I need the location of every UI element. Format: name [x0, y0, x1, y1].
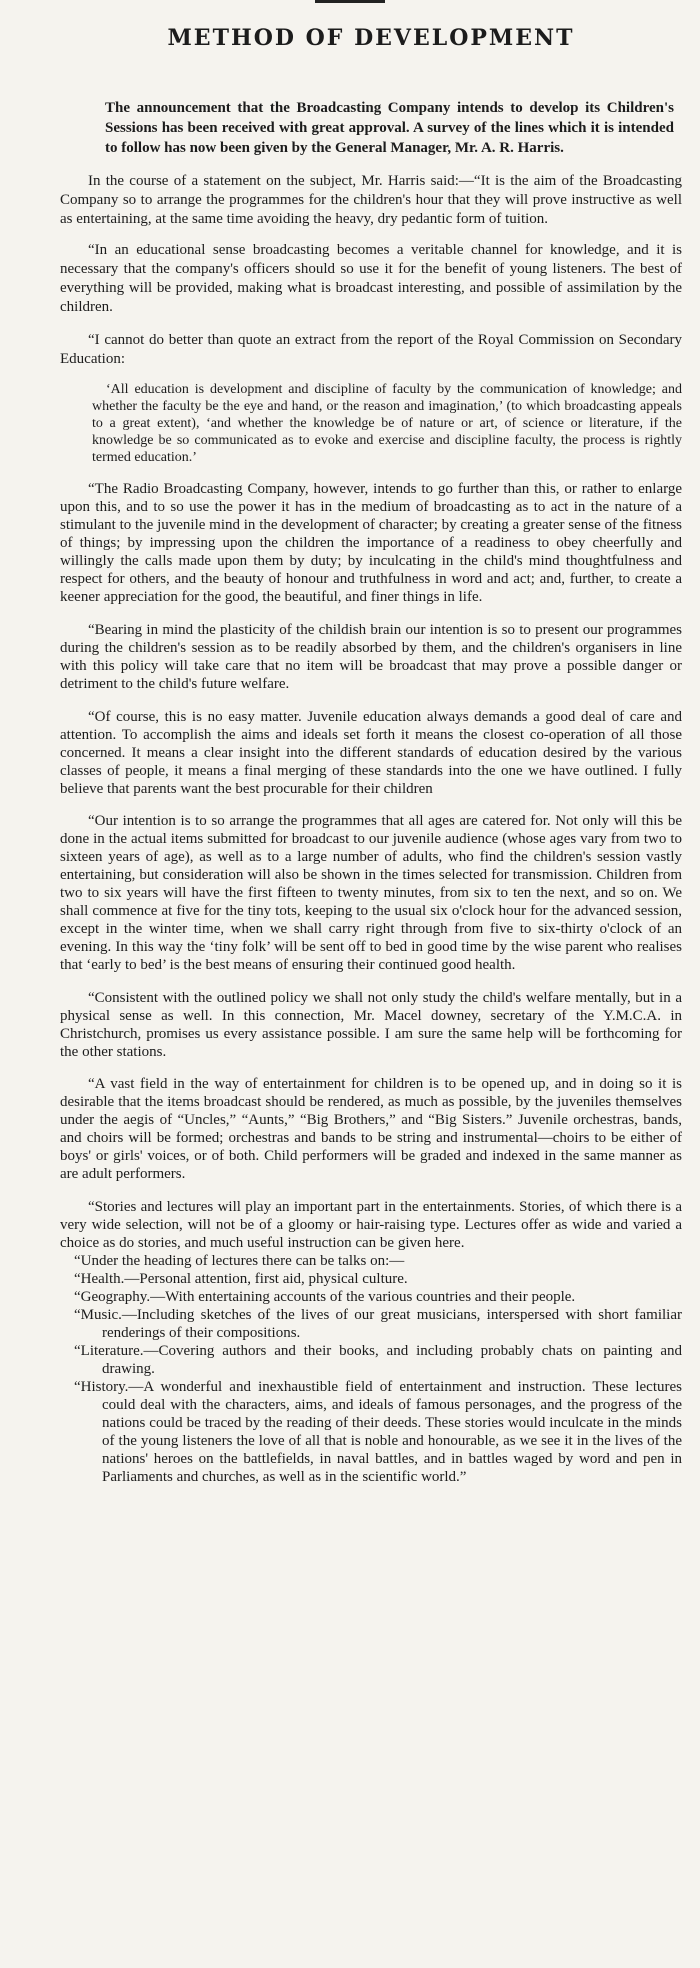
list-item: “Music.—Including sketches of the lives of our great musicians, interspersed with short familiar renderings of their compositions.	[74, 1307, 682, 1341]
paragraph: “Consistent with the outlined policy we shall not only study the child's welfare mentally, but in a physical sense as well. In this connection, Mr. Macel downey, secretary of the Y.M.C.A. in Christchurch, promises us every assistance possible. I am sure the same help will be forthcoming for the other stations.	[60, 990, 682, 1060]
article-lead: The announcement that the Broadcasting Company intends to develop its Children's Sessions has been received with great approval. A survey of the lines which it is intended to follow has now been given by the General Manager, Mr. A. R. Harris.	[105, 100, 674, 156]
paragraph: “Stories and lectures will play an important part in the entertainments. Stories, of which there is a very wide selection, will not be of a gloomy or hair-raising type. Lectures offer as wide and varied a choice as do stories, and much useful instruction can be given here.	[60, 1199, 682, 1251]
paragraph: “Of course, this is no easy matter. Juvenile education always demands a good deal of care and attention. To accomplish the aims and ideals set forth it means the closest co-operation of all those concerned. It means a clear insight into the different standards of education desired by the various classes of people, it means a final merging of these standards into the one we have outlined. I fully believe that parents want the best procurable for their children	[60, 709, 682, 797]
paragraph: In the course of a statement on the subject, Mr. Harris said:—“It is the aim of the Broadcasting Company so to arrange the programmes for the children's hour that they will prove instructive as well as entertaining, at the same time avoiding the heavy, dry pedantic form of tuition.	[60, 173, 682, 227]
lecture-topics-list	[60, 1252, 682, 1486]
paragraph: “The Radio Broadcasting Company, however, intends to go further than this, or rather to enlarge upon this, and to so use the power it has in the medium of broadcasting as to act in the nature of a stimulant to the juvenile mind in the development of character; by creating a greater sense of the fitness of things; by impressing upon the children the importance of a readiness to obey cheerfully and willingly the calls made upon them by duty; by inculcating in the child's mind thoughtfulness and respect for others, and the beauty of honour and truthfulness in word and act; and, further, to create a keener appreciation for the good, the beautiful, and finer things in life.	[60, 481, 682, 605]
paragraph: “In an educational sense broadcasting becomes a veritable channel for knowledge, and it is necessary that the company's officers should so use it for the benefit of young listeners. The best of everything will be provided, making what is broadcast interesting, and possible of assimilation by the children.	[60, 242, 682, 315]
paragraph: “Our intention is to so arrange the programmes that all ages are catered for. Not only will this be done in the actual items submitted for broadcast to our juvenile audience (whose ages vary from two to sixteen years of age), as well as to a large number of adults, who find the children's session vastly entertaining, but consideration will also be shown in the times selected for transmission. Children from two to six years will have the first fifteen to twenty minutes, from six to ten the next, and so on. We shall commence at five for the tiny tots, keeping to the usual six o'clock hour for the advanced session, except in the winter time, when we shall carry right through from five to six-thirty o'clock of an evening. In this way the ‘tiny folk’ will be sent off to bed in good time by the wise parent who realises that ‘early to bed’ is the best means of ensuring their continued good health.	[60, 813, 682, 973]
list-item: “Under the heading of lectures there can be talks on:—	[74, 1253, 405, 1269]
article-body	[60, 172, 682, 1486]
top-rule	[315, 0, 385, 3]
article-headline: METHOD OF DEVELOPMENT	[167, 25, 575, 51]
paragraph: “I cannot do better than quote an extract from the report of the Royal Commission on Secondary Education:	[60, 332, 682, 367]
block-quote: ‘All education is development and discipline of faculty by the communication of knowledge; and whether the faculty be the eye and hand, or the reason and imagination,’ (to which broadcasting appeals to a great extent), ‘and whether the knowledge be of nature or art, of science or literature, if the knowledge be so communicated as to evoke and exercise and discipline faculty, the process is rightly termed education.’	[92, 382, 682, 465]
list-item: “Health.—Personal attention, first aid, physical culture.	[74, 1271, 408, 1287]
list-item: “Literature.—Covering authors and their books, and including probably chats on painting and drawing.	[74, 1343, 682, 1377]
list-item: “History.—A wonderful and inexhaustible field of entertainment and instruction. These lectures could deal with the characters, aims, and ideals of famous personages, and the progress of the nations could be traced by the reading of their deeds. These stories would inculcate in the minds of the young listeners the love of all that is noble and honourable, as we see it in the lives of the nations' heroes on the battlefields, in naval battles, and in battles waged by word and pen in Parliaments and churches, as well as in the scientific world.”	[74, 1379, 682, 1485]
paragraph: “Bearing in mind the plasticity of the childish brain our intention is so to present our programmes during the children's session as to be readily absorbed by them, and the children's organisers in line with this policy will take care that no item will be broadcast that may prove a possible danger or detriment to the child's future welfare.	[60, 622, 682, 692]
list-item: “Geography.—With entertaining accounts of the various countries and their people.	[74, 1289, 576, 1305]
paragraph: “A vast field in the way of entertainment for children is to be opened up, and in doing so it is desirable that the items broadcast should be rendered, as much as possible, by the juveniles themselves under the aegis of “Uncles,” “Aunts,” “Big Brothers,” and “Big Sisters.” Juvenile orchestras, bands, and choirs will be formed; orchestras and bands to be string and instrumental—choirs to be either of boys' or girls' voices, or of both. Child performers will be graded and indexed in the same manner as are adult performers.	[60, 1076, 682, 1182]
